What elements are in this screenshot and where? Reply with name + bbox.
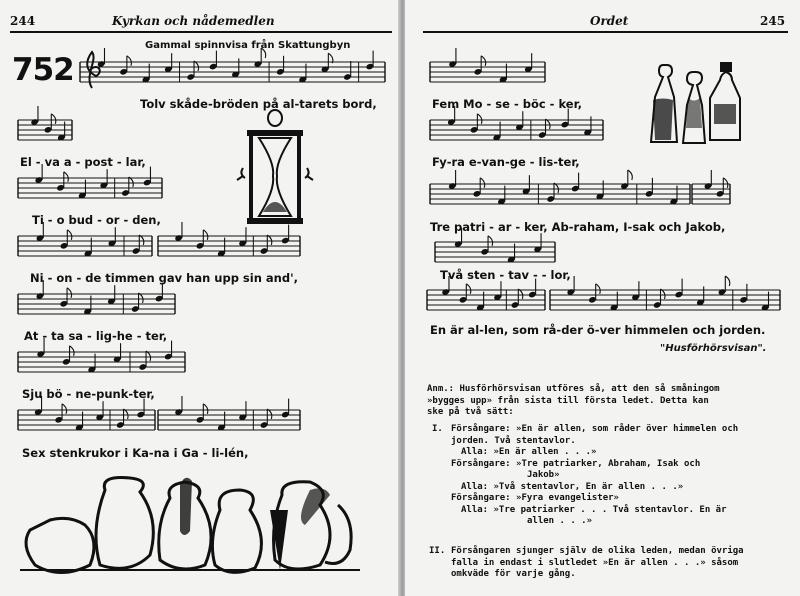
left-page-number: 244 [10,14,36,28]
lyric-line: Fem Mo - se - böc - ker, [432,97,582,111]
staff-lines [430,48,545,83]
staff-lines [18,222,152,257]
staff-lines [18,338,185,373]
note-line: Alla: »Två stentavlor, En är allen . . .» [461,481,684,492]
lyric-line: Fy-ra e-van-ge - lis-ter, [432,155,580,169]
hourglass-illustration [235,108,315,233]
note-line: omkväde för varje gång. [451,569,576,579]
note-item-2-marker: II. [429,546,446,556]
note-intro-line: »bygges upp» från sista till första ledet. Detta kan [427,395,709,406]
note-item-2 [451,546,744,581]
staff-lines [18,396,155,431]
note-line: Försångare: »Tre patriarker, Abraham, Isak och [451,458,701,469]
note-item-1-marker: I. [432,424,443,434]
note-line: Jakob» [527,470,560,480]
lyric-line: Två sten - tav - - lor, [440,268,571,282]
staff-lines [18,164,162,199]
staff-lines [158,396,300,431]
staff-lines [80,48,385,83]
lyric-line: Sex stenkrukor i Ka-na i Ga - li-lén, [22,446,249,460]
staff-lines [550,276,780,311]
right-page [405,0,800,596]
lyric-line: Ni - on - de timmen gav han upp sin and', [30,271,298,285]
note-line: falla in endast i slutledet »En är allen . . .» såsom [451,557,739,568]
right-running-title: Ordet [590,14,629,28]
note-line: Försångaren sjunger själv de olika leden, medan övriga [451,546,744,556]
staff-lines [430,170,690,205]
lyric-line: En är al-len, som rå-der ö-ver himmelen och jorden. [430,323,766,337]
lyric-line: Tre patri - ar - ker, Ab-raham, I-sak och Jakob, [430,220,726,234]
lyric-line: Tolv skåde-bröden på al-tarets bord, [140,97,377,111]
three-figures-illustration [648,60,743,150]
lyric-line: At - ta sa - lig-he - ter, [24,329,168,343]
song-credit: "Husförhörsvisan". [660,343,767,354]
lyric-line: Ti - o bud - or - den, [32,213,161,227]
lyric-line: El - va a - post - lar, [20,155,146,169]
note-intro-line: ske på två sätt: [427,407,514,417]
note-intro-line: Anm.: Husförhörsvisan utföres så, att den så småningom [427,384,720,394]
song-number: 752 [12,52,74,88]
staff-lines [18,106,72,141]
left-running-title: Kyrkan och nådemedlen [112,14,275,28]
note-line: jorden. Två stentavlor. [451,435,576,446]
note-line: Försångare: »Fyra evangelister» [451,493,619,503]
note-line: Alla: »En är allen . . .» [461,447,597,457]
note-item-1 [451,424,738,528]
staff-lines [430,106,603,141]
staff-lines [18,280,175,315]
note-line: Alla: »Tre patriarker . . . Två stentavlor. En är [461,504,727,515]
stone-jars-illustration [20,470,365,575]
song-subtitle: Gammal spinnvisa från Skattungbyn [145,40,351,51]
note-line: allen . . .» [527,516,593,526]
note-line: Försångare: »En är allen, som råder över himmelen och [451,424,739,434]
staff-lines [692,170,730,204]
performance-note [427,384,720,419]
lyric-line: Sju bö - ne-punk-ter, [22,387,155,401]
treble-clef-icon [87,52,100,88]
right-page-number: 245 [760,14,786,28]
